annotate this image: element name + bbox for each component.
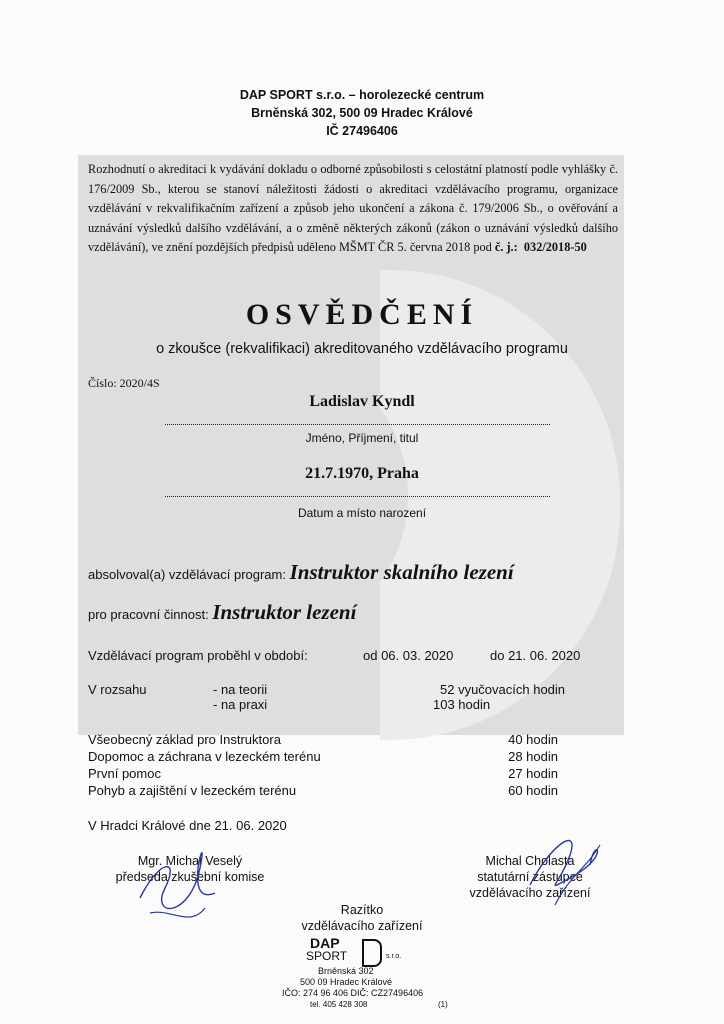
right-signatory-name: Michal Cholasta (485, 854, 575, 868)
subject-name: První pomoc (88, 766, 161, 781)
certificate-title: OSVĚDČENÍ (245, 298, 479, 331)
issuer-address: Brněnská 302, 500 09 Hradec Králové (251, 106, 473, 120)
decree-ref-prefix: č. j.: (494, 240, 518, 255)
period-to: do 21. 06. 2020 (490, 648, 581, 663)
period-label: Vzdělávací program proběhl v období: (88, 648, 308, 663)
period-from: od 06. 03. 2020 (363, 648, 454, 663)
theory-label: - na teorii (213, 682, 268, 697)
name-dotted-line (165, 424, 550, 425)
issuer-ic: IČ 27496406 (326, 124, 398, 138)
subject-row (88, 766, 558, 783)
completed-value: Instruktor skalního lezení (289, 560, 514, 584)
issuer-name: DAP SPORT s.r.o. – horolezecké centrum (239, 88, 485, 102)
birth-date-place: 21.7.1970, Praha (305, 465, 419, 482)
accreditation-decree (88, 160, 618, 258)
holder-name: Ladislav Kyndl (309, 393, 415, 410)
scope-label: V rozsahu (88, 682, 147, 697)
stamp-logo-bottom: SPORT (306, 949, 348, 963)
birth-caption: Datum a místo narození (297, 506, 427, 520)
stamp-caption (0, 902, 724, 934)
certificate-number: Číslo: 2020/4S (88, 376, 160, 390)
subject-name: Pohyb a zajištění v lezeckém terénu (88, 783, 297, 798)
company-stamp (282, 935, 460, 1021)
subject-hours: 28 hodin (508, 749, 558, 764)
stamp-line4: tel. 405 428 308 (310, 1000, 368, 1009)
decree-text: Rozhodnutí o akreditaci k vydávání dokladu o odborné způsobilosti s celostátní platností podle vyhlášky č. 176/2009 Sb., kterou se stanoví náležitosti žádosti o akreditaci vzdělávacího programu, organizace vzdělávání v rekvalifikačním zařízení a způsob jeho ukončení a zákona č. 179/2006 Sb., o ověřování a uznávání výsledků dalšího vzdělávání, a o změně některých zákonů (zákon o uznávání výsledků dalšího vzdělávání), ve znění pozdějších předpisů uděleno MŠMT ČR 5. června 2018 pod (88, 162, 618, 255)
activity-label: pro pracovní činnost: (88, 607, 209, 622)
practice-label: - na praxi (213, 697, 268, 712)
subject-row (88, 783, 558, 800)
birth-dotted-line (165, 496, 550, 497)
subject-hours: 27 hodin (508, 766, 558, 781)
left-signatory-role: předseda zkušební komise (115, 870, 265, 884)
subject-hours: 40 hodin (508, 732, 558, 747)
subjects-list (88, 732, 558, 800)
place-date: V Hradci Králové dne 21. 06. 2020 (88, 818, 287, 833)
subject-name: Všeobecný základ pro Instruktora (88, 732, 281, 747)
issuer-header (0, 86, 724, 140)
stamp-logo-suffix: s.r.o. (386, 953, 402, 960)
completed-label: absolvoval(a) vzdělávací program: (88, 567, 286, 582)
right-signatory-role2: vzdělávacího zařízení (469, 886, 591, 900)
right-signature (500, 815, 610, 915)
stamp-caption-line2: vzdělávacího zařízení (301, 919, 423, 933)
right-signatory-role1: statutární zástupce (477, 870, 583, 884)
subject-hours: 60 hodin (508, 783, 558, 798)
stamp-logo-mark (362, 939, 382, 967)
subject-name: Dopomoc a záchrana v lezeckém terénu (88, 749, 321, 764)
stamp-line2: 500 09 Hradec Králové (300, 977, 393, 987)
stamp-caption-line1: Razítko (340, 903, 384, 917)
subject-row (88, 732, 558, 749)
stamp-line1: Brněnská 302 (318, 966, 374, 976)
left-signatory-name: Mgr. Michal Veselý (137, 854, 243, 868)
subject-row (88, 749, 558, 766)
completed-program-row (88, 560, 514, 585)
practice-value: 103 hodin (433, 697, 491, 712)
stamp-logo-top: DAP (310, 935, 340, 951)
decree-ref-number: 032/2018-50 (523, 240, 587, 255)
certificate-subtitle: o zkoušce (rekvalifikaci) akreditovaného vzdělávacího programu (156, 341, 568, 357)
stamp-mark: (1) (438, 1000, 448, 1009)
activity-value: Instruktor lezení (212, 600, 357, 624)
name-caption: Jméno, Příjmení, titul (305, 431, 419, 445)
stamp-line3: IČO: 274 96 406 DIČ: CZ27496406 (282, 988, 424, 998)
theory-value: 52 vyučovacích hodin (440, 682, 566, 697)
activity-row (88, 600, 356, 625)
